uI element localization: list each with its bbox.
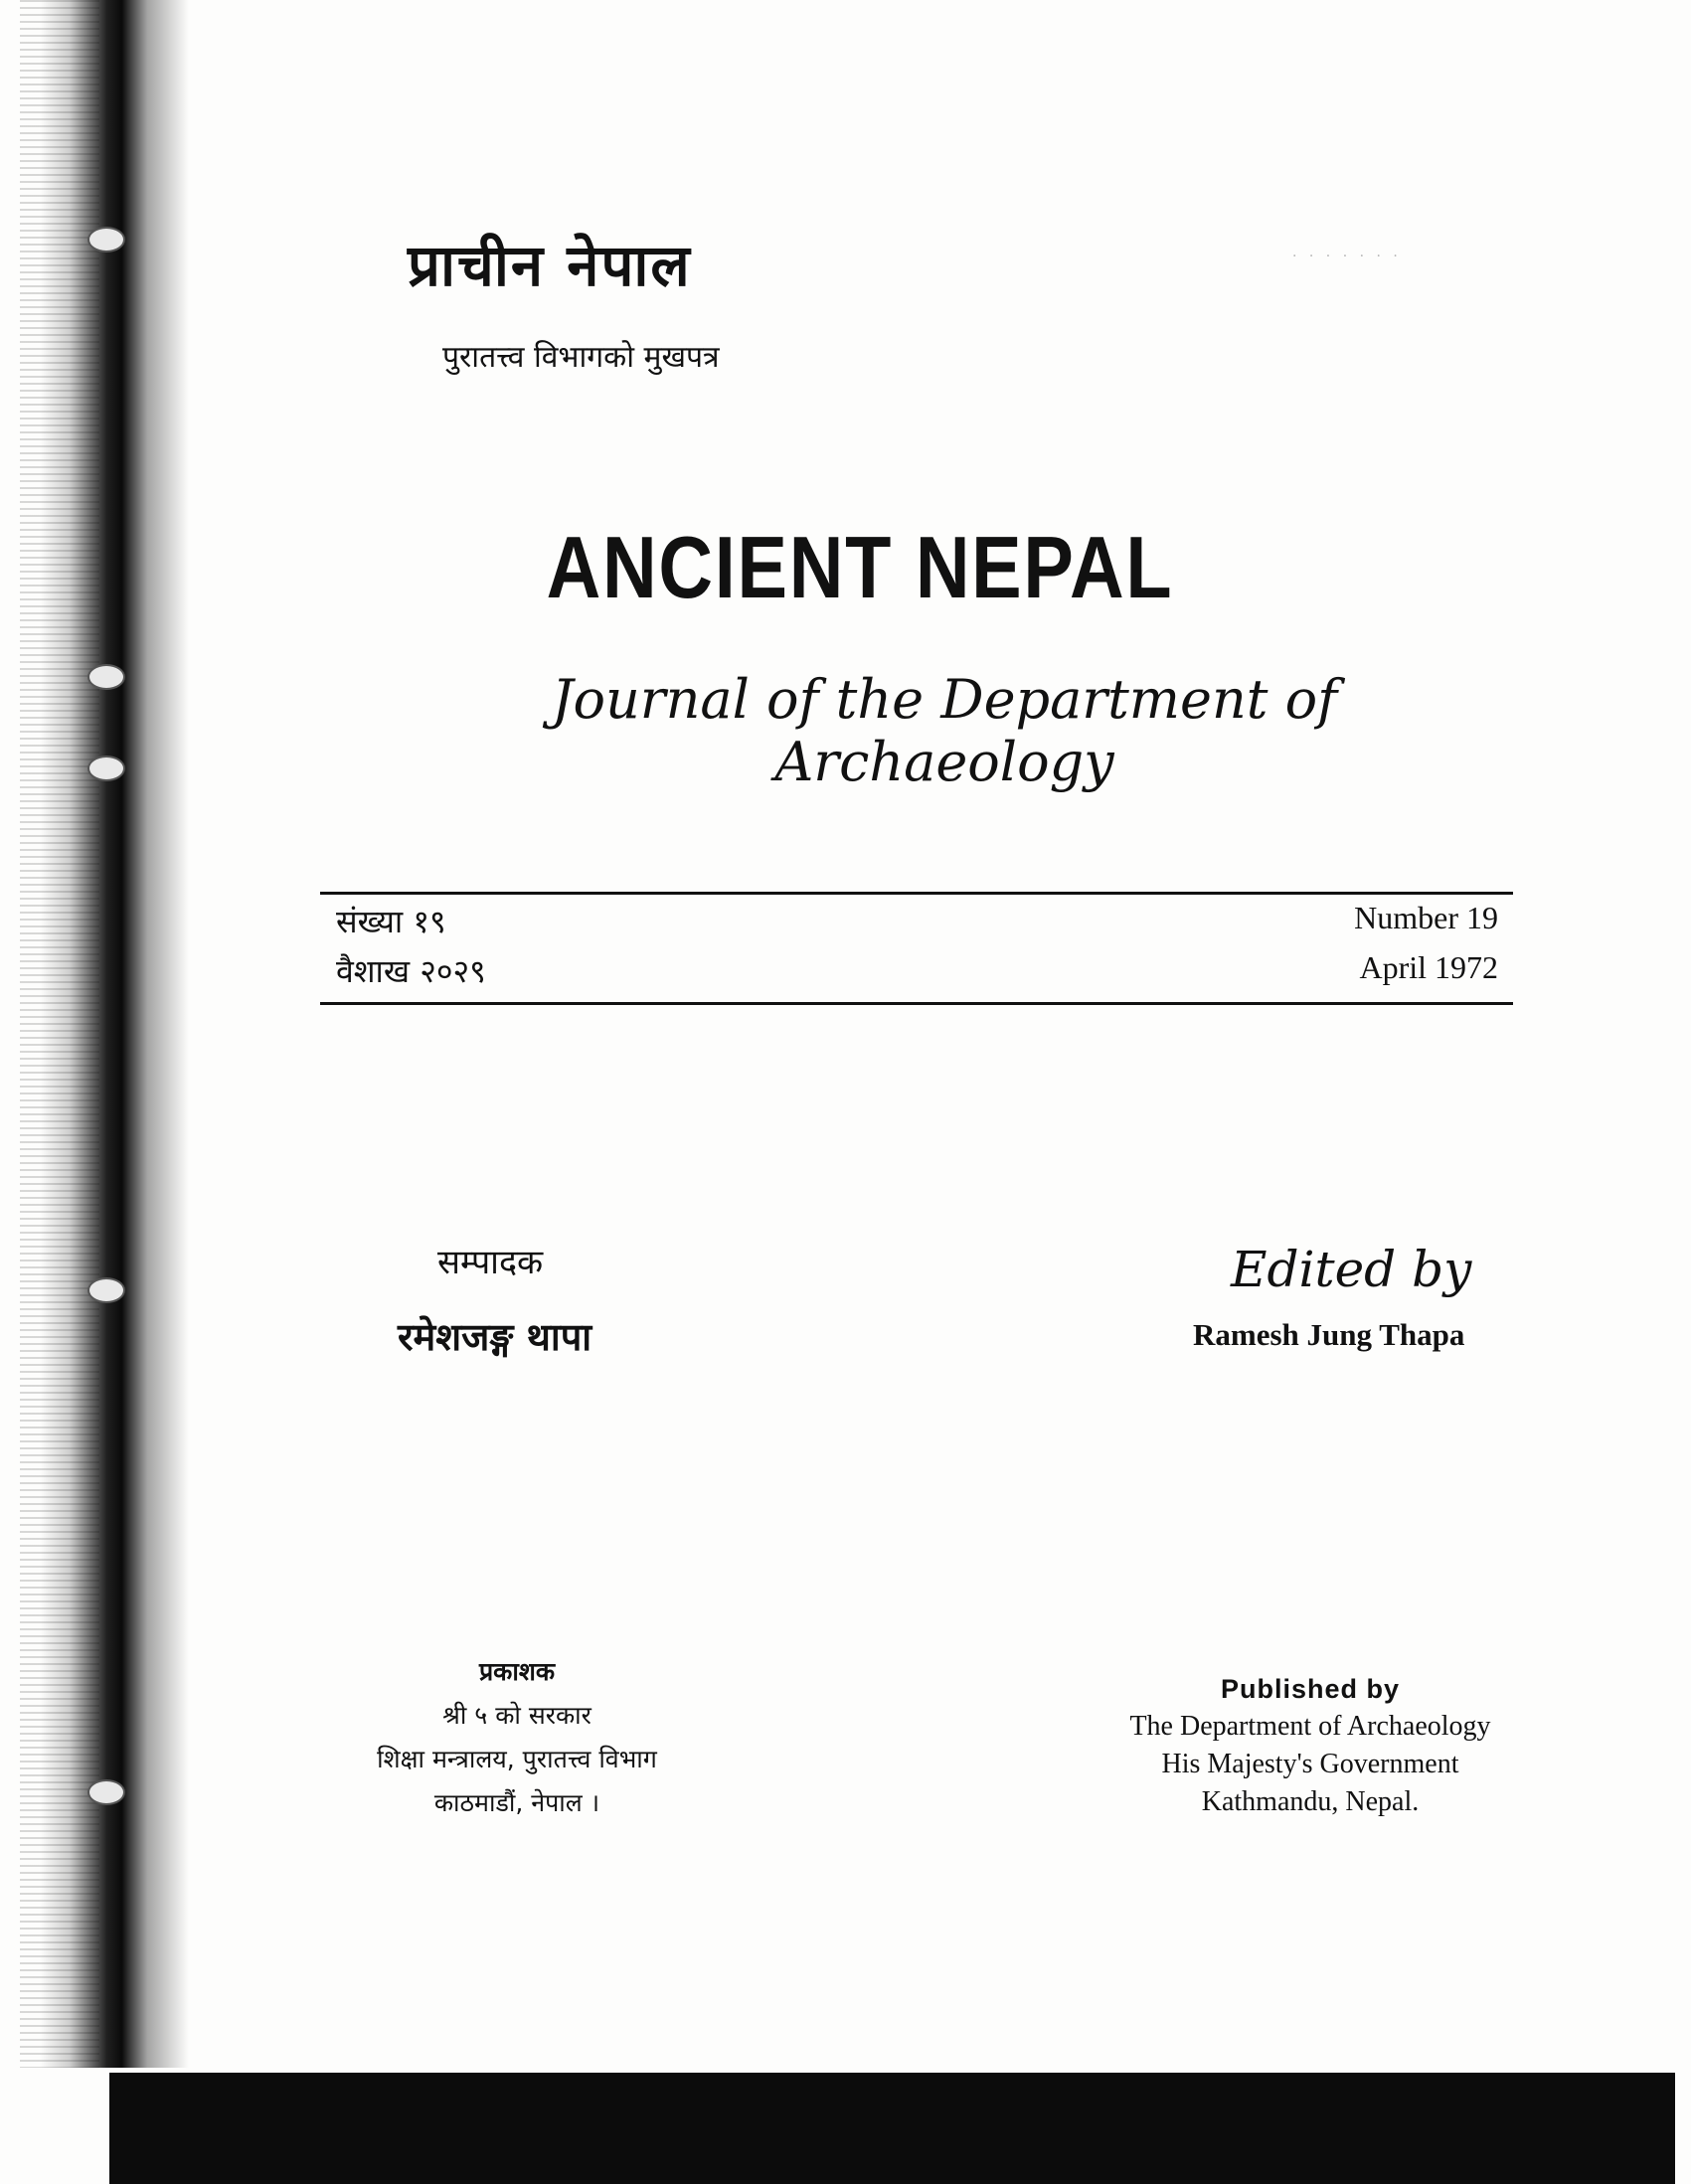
issue-number-en: Number 19	[1354, 900, 1498, 935]
editor-label-en: Edited by	[1231, 1241, 1472, 1298]
binding-stitch	[87, 756, 125, 781]
publisher-block-np	[328, 1650, 706, 1825]
publisher-line-en: Kathmandu, Nepal.	[1201, 1786, 1420, 1817]
faded-stamp-marks: · · · · · · ·	[1292, 249, 1402, 264]
publisher-block-en	[1101, 1670, 1519, 1821]
issue-date-np: वैशाख २०२९	[336, 952, 486, 990]
journal-subtitle: Journal of the Department of Archaeology	[551, 668, 1338, 793]
binding-stitch	[87, 1779, 125, 1805]
publisher-line-en: His Majesty's Government	[1161, 1749, 1459, 1779]
publisher-label-np: प्रकाशक	[478, 1657, 556, 1686]
issue-rule-top	[320, 892, 1513, 895]
issue-number-np: संख्या १९	[336, 903, 446, 940]
editor-name-en: Ramesh Jung Thapa	[1193, 1317, 1465, 1352]
issue-rule-bottom	[320, 1002, 1513, 1005]
publisher-label-en: Published by	[1220, 1674, 1401, 1704]
publisher-line-np: शिक्षा मन्त्रालय, पुरातत्त्व विभाग	[377, 1745, 657, 1773]
scan-bottom-edge	[109, 2073, 1675, 2184]
journal-title: ANCIENT NEPAL	[546, 518, 1174, 616]
binding-stitch	[87, 1277, 125, 1303]
editor-label-np: सम्पादक	[437, 1243, 544, 1282]
binding-stitch	[87, 227, 125, 252]
publisher-line-en: The Department of Archaeology	[1129, 1711, 1491, 1742]
issue-date-en: April 1972	[1359, 949, 1498, 985]
nepali-journal-subtitle: पुरातत्त्व विभागको मुखपत्र	[442, 340, 720, 375]
binding-stitch	[87, 664, 125, 690]
scan-binding-noise	[20, 0, 99, 2068]
publisher-line-np: काठमाडौं, नेपाल ।	[433, 1788, 600, 1817]
publisher-line-np: श्री ५ को सरकार	[442, 1701, 592, 1730]
editor-name-np: रमेशजङ्ग थापा	[398, 1315, 592, 1359]
nepali-journal-title: प्राचीन नेपाल	[408, 232, 692, 299]
